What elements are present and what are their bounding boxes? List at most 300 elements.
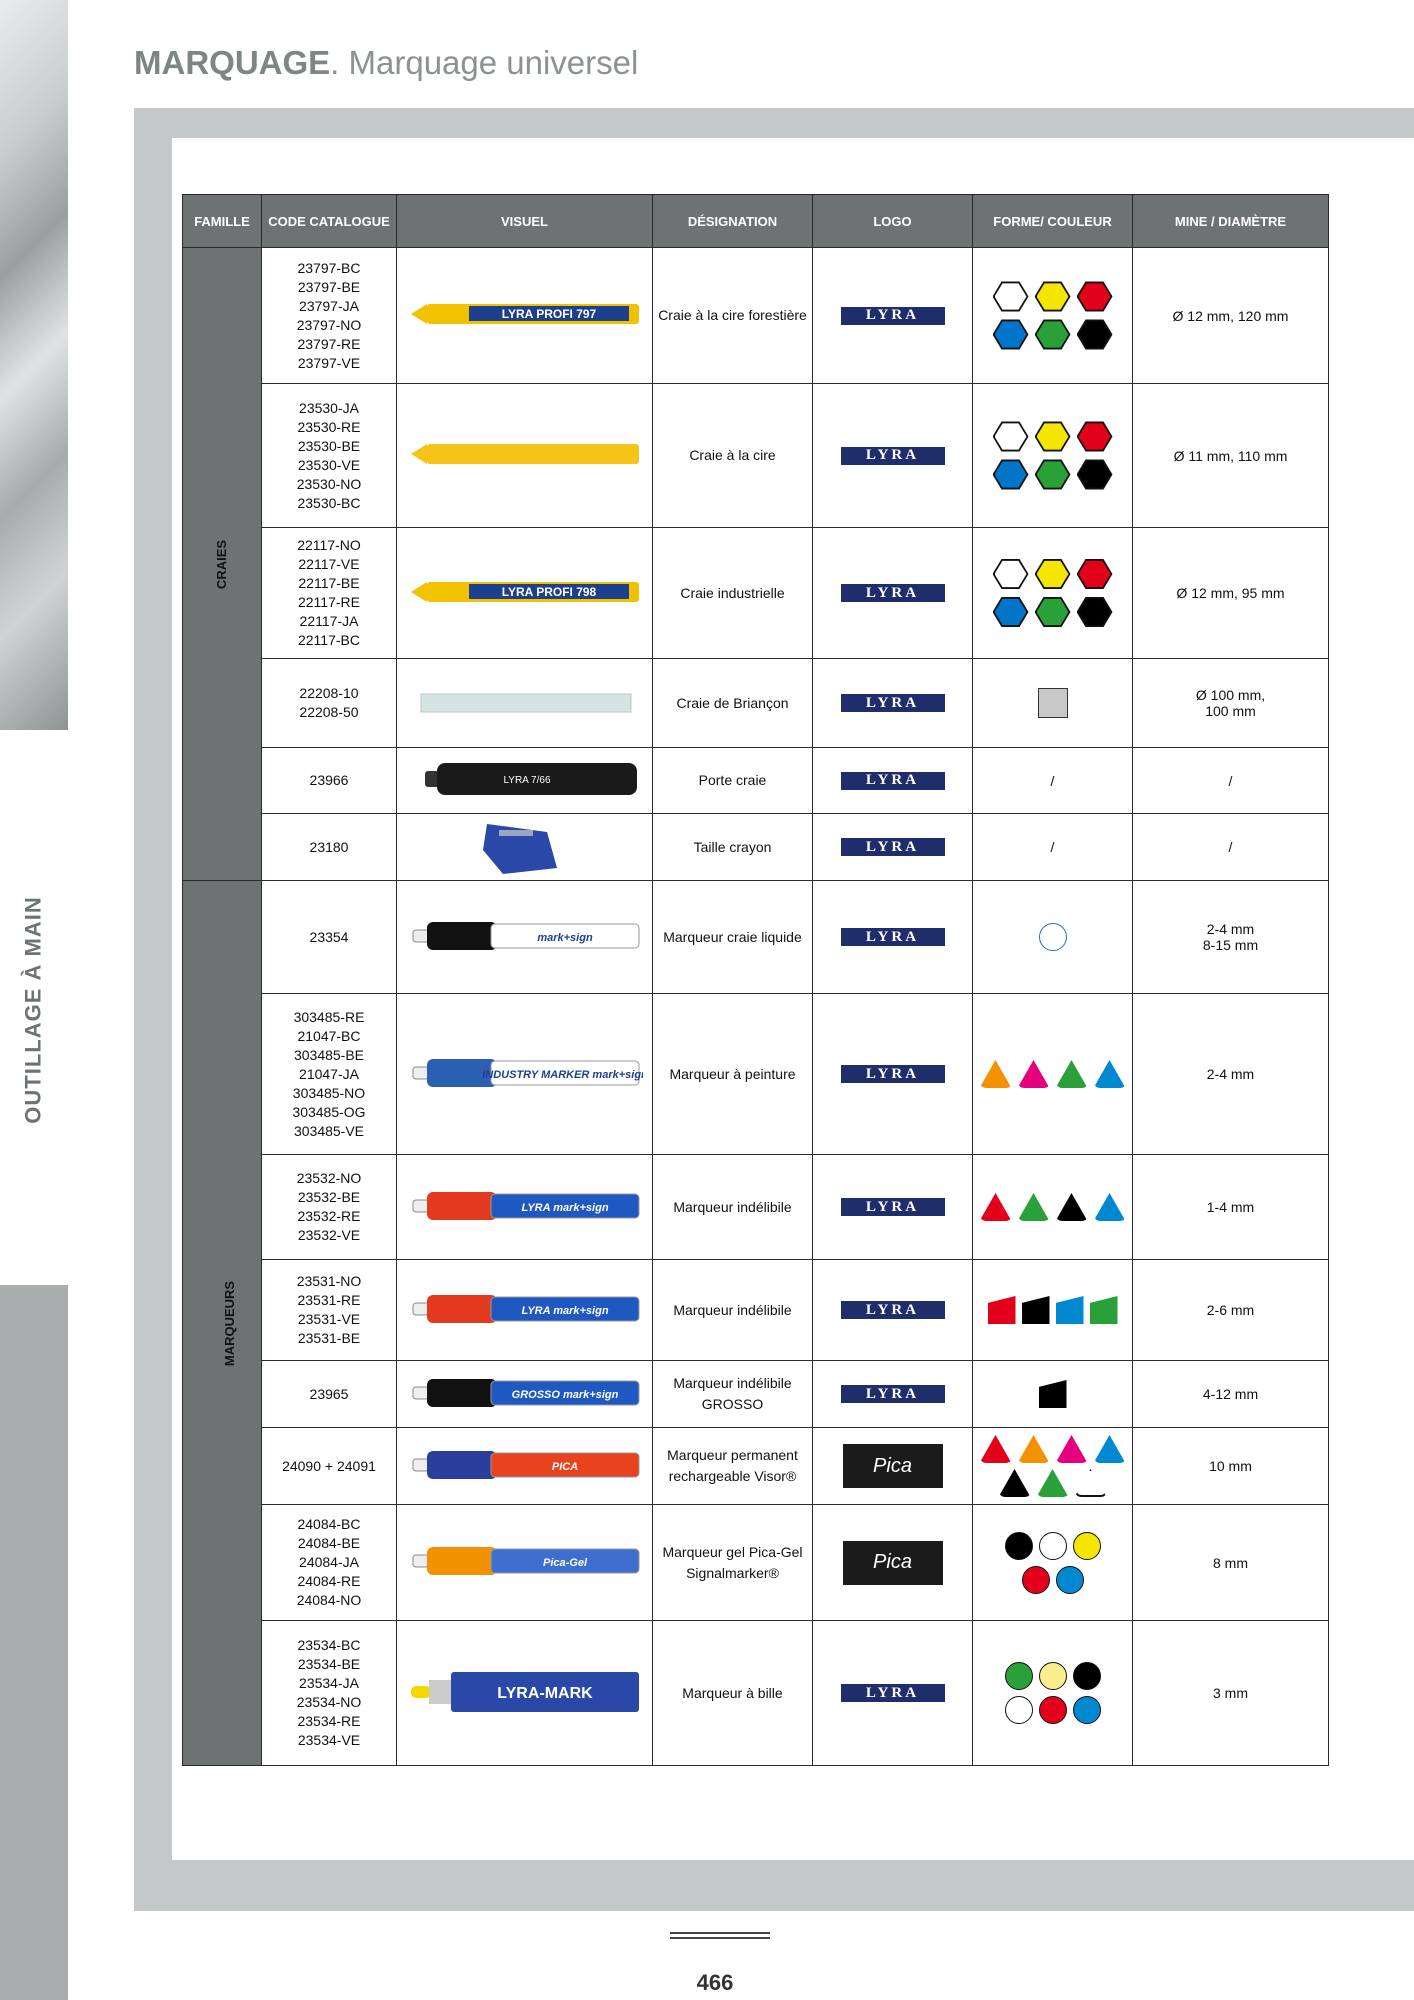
designation-cell: Craie à la cire forestière: [653, 248, 813, 384]
mine-value: 10 mm: [1209, 1458, 1252, 1474]
logo-cell: [813, 814, 973, 881]
tip-swatch: [1094, 1060, 1126, 1088]
catalogue-codes-cell: [262, 881, 397, 994]
catalogue-code: 23531-BE: [297, 1330, 361, 1346]
hex-swatch: [1077, 319, 1113, 351]
mine-value: 4-12 mm: [1202, 1386, 1259, 1402]
catalogue-code: 303485-RE: [293, 1008, 365, 1025]
catalogue-code: 24084-BC: [297, 1516, 361, 1532]
mine-diameter-cell: [1133, 1155, 1329, 1260]
tube-neck: [429, 1680, 451, 1704]
mine-value: 8-15 mm: [1202, 937, 1259, 953]
brand-logo: LYRA: [841, 447, 945, 465]
mine-diameter-cell: [1133, 748, 1329, 814]
catalogue-code: 21047-JA: [299, 1065, 359, 1082]
catalogue-code: 23534-BC: [297, 1637, 361, 1653]
hex-swatch-fill: [1037, 283, 1069, 311]
catalogue-codes-cell: [262, 994, 397, 1155]
catalogue-code: 23534-BE: [297, 1656, 361, 1672]
column-header: LOGO: [813, 195, 973, 248]
shape-color-cell: [973, 1155, 1133, 1260]
mine-diameter-cell: [1133, 384, 1329, 528]
shape-color-cell: [973, 1361, 1133, 1428]
tip-swatch: [980, 1060, 1012, 1088]
catalogue-code: 24084-JA: [299, 1554, 359, 1570]
logo-cell: [813, 1155, 973, 1260]
holder-tip: [425, 771, 439, 787]
catalogue-code: 303485-BE: [293, 1046, 365, 1063]
hex-swatch-fill: [1079, 461, 1111, 489]
mine-value: 1-4 mm: [1206, 1199, 1255, 1215]
product-table: [182, 194, 1329, 1766]
marker-cap: [427, 1295, 497, 1323]
designation-cell: Craie de Briançon: [653, 659, 813, 748]
hex-swatch-fill: [995, 560, 1027, 588]
visual-cell: [397, 1621, 653, 1766]
mine-diameter-cell: [1133, 994, 1329, 1155]
hex-swatch-fill: [1079, 560, 1111, 588]
hex-swatch-fill: [995, 461, 1027, 489]
catalogue-code: 23530-BC: [297, 494, 361, 511]
tube-tip: [411, 1686, 431, 1698]
chisel-swatch: [1090, 1296, 1118, 1324]
marker-label-text: LYRA mark+sign: [520, 1304, 609, 1317]
visual-cell: [397, 814, 653, 881]
catalogue-codes-cell: [262, 659, 397, 748]
brand-logo: LYRA: [841, 1198, 945, 1216]
brand-logo: LYRA: [841, 584, 945, 602]
shape-color-cell: [973, 814, 1133, 881]
tip-swatch: [1018, 1193, 1050, 1221]
hex-swatch: [1035, 319, 1071, 351]
hex-swatch-fill: [1037, 321, 1069, 349]
marker-cap: [427, 1547, 497, 1575]
catalogue-codes-cell: [262, 384, 397, 528]
crayon-body: [427, 444, 639, 464]
logo-cell: [813, 384, 973, 528]
hex-swatch-fill: [1037, 560, 1069, 588]
tip-swatch: [1094, 1435, 1126, 1463]
table-row: [183, 1505, 1329, 1621]
visual-cell: [397, 748, 653, 814]
no-shape-text: /: [1050, 839, 1055, 855]
chisel-swatch: [988, 1296, 1016, 1324]
tube-label-text: LYRA-MARK: [496, 1684, 593, 1702]
designation-cell: Marqueur indélibile: [653, 1260, 813, 1361]
catalogue-code: 23530-VE: [297, 456, 361, 473]
page-number: 466: [696, 1970, 734, 1995]
product-visual: [407, 749, 643, 809]
mine-diameter-cell: [1133, 659, 1329, 748]
catalogue-code: 23797-VE: [297, 354, 361, 371]
column-header: FORME/ COULEUR: [973, 195, 1133, 248]
marker-nib: [413, 1067, 429, 1079]
page-title: [134, 44, 638, 82]
chisel-swatch: [1022, 1296, 1050, 1324]
mine-diameter-cell: [1133, 1621, 1329, 1766]
visual-cell: [397, 248, 653, 384]
color-swatches: [1039, 923, 1067, 951]
side-decoration-bottom: [0, 1285, 68, 2000]
hex-swatch-fill: [995, 283, 1027, 311]
column-header: VISUEL: [397, 195, 653, 248]
circle-swatch: [1022, 1566, 1050, 1594]
product-visual: [407, 906, 643, 966]
color-swatches: [988, 1296, 1118, 1324]
catalogue-code: 23532-VE: [297, 1227, 361, 1243]
crayon-label-text: LYRA PROFI 797: [501, 307, 596, 321]
tip-swatch: [1094, 1193, 1126, 1221]
table-row: [183, 528, 1329, 659]
mine-value: 8 mm: [1213, 1554, 1248, 1571]
catalogue-code: 22117-BE: [298, 575, 360, 591]
hex-swatch-fill: [995, 321, 1027, 349]
visual-cell: [397, 1260, 653, 1361]
catalogue-code: 22117-BC: [297, 632, 360, 648]
no-shape-text: /: [1050, 772, 1055, 789]
tip-swatch: [1018, 1060, 1050, 1088]
circle-swatch: [1039, 1696, 1067, 1724]
marker-label-text: PICA: [551, 1460, 578, 1473]
catalogue-codes-cell: [262, 528, 397, 659]
table-row: [183, 1361, 1329, 1428]
color-swatches: [980, 1193, 1126, 1221]
mine-diameter-cell: [1133, 248, 1329, 384]
circle-swatch: [1005, 1662, 1033, 1690]
catalogue-code: 22117-VE: [298, 556, 360, 572]
hex-swatch: [993, 319, 1029, 351]
product-visual: [407, 1363, 643, 1423]
designation-cell: Marqueur indélibile: [653, 1155, 813, 1260]
catalogue-codes-cell: [262, 1621, 397, 1766]
catalogue-code: 22117-RE: [297, 594, 360, 610]
hex-swatch: [993, 558, 1029, 590]
tip-swatch: [1075, 1469, 1107, 1497]
crayon-tip: [411, 304, 427, 324]
crayon-label-text: LYRA PROFI 798: [501, 584, 596, 599]
page-number-rule: [670, 1932, 770, 1939]
marker-label-text: INDUSTRY MARKER mark+sign: [481, 1068, 643, 1081]
catalogue-code: 22117-NO: [297, 537, 361, 553]
catalogue-code: 23534-JA: [299, 1675, 359, 1691]
brand-logo: LYRA: [841, 1385, 945, 1403]
visual-cell: [397, 384, 653, 528]
logo-cell: [813, 1505, 973, 1621]
logo-cell: [813, 994, 973, 1155]
circle-outline-swatch: [1039, 923, 1067, 951]
catalogue-code: 21047-BC: [297, 1027, 361, 1044]
hex-swatch-fill: [1037, 598, 1069, 626]
color-swatches: [990, 281, 1116, 351]
chisel-swatch: [1039, 1380, 1067, 1408]
table-row: [183, 1260, 1329, 1361]
hex-swatch-fill: [1079, 321, 1111, 349]
catalogue-code: 23534-NO: [296, 1694, 362, 1710]
shape-color-cell: [973, 1621, 1133, 1766]
mine-value: 100 mm: [1205, 703, 1256, 719]
shape-color-cell: [973, 994, 1133, 1155]
tip-swatch: [1056, 1435, 1088, 1463]
mine-value: 2-6 mm: [1206, 1302, 1255, 1318]
marker-label-text: mark+sign: [536, 931, 593, 944]
color-swatches: [990, 1532, 1116, 1594]
color-swatches: [990, 1662, 1116, 1724]
tip-swatch: [1056, 1193, 1088, 1221]
designation-cell: Marqueur permanent rechargeable Visor®: [653, 1428, 813, 1505]
family-cell: [183, 248, 262, 881]
product-visual: [407, 816, 643, 876]
mine-value: 2-4 mm: [1206, 921, 1255, 937]
logo-cell: [813, 1260, 973, 1361]
marker-nib: [413, 1459, 429, 1471]
marker-nib: [413, 1555, 429, 1567]
color-swatches: [1038, 688, 1068, 718]
designation-cell: Marqueur gel Pica-Gel Signalmarker®: [653, 1505, 813, 1621]
mine-diameter-cell: [1133, 528, 1329, 659]
table-row: [183, 814, 1329, 881]
shape-color-cell: [973, 659, 1133, 748]
catalogue-code: 23180: [309, 838, 349, 855]
hex-swatch: [1035, 558, 1071, 590]
marker-label-text: Pica-Gel: [542, 1557, 587, 1569]
marker-cap: [427, 1192, 497, 1220]
mine-value: /: [1228, 839, 1233, 855]
logo-cell: [813, 1428, 973, 1505]
catalogue-code: 22117-JA: [299, 613, 359, 629]
chalk-stick: [421, 694, 631, 712]
tip-swatch: [1056, 1060, 1088, 1088]
brand-logo: LYRA: [841, 772, 945, 790]
hex-swatch: [993, 421, 1029, 453]
hex-swatch: [1077, 596, 1113, 628]
product-visual: [407, 1043, 643, 1103]
circle-swatch: [1056, 1566, 1084, 1594]
hex-swatch: [1035, 281, 1071, 313]
hex-swatch-fill: [1079, 598, 1111, 626]
brand-logo: LYRA: [841, 1301, 945, 1319]
catalogue-code: 24090 + 24091: [282, 1457, 376, 1474]
hex-swatch: [1035, 459, 1071, 491]
product-visual: [407, 1279, 643, 1339]
color-swatches: [990, 558, 1116, 628]
column-header: CODE CATALOGUE: [262, 195, 397, 248]
table-row: [183, 1155, 1329, 1260]
table-row: [183, 994, 1329, 1155]
shape-color-cell: [973, 528, 1133, 659]
designation-cell: Craie à la cire: [653, 384, 813, 528]
marker-label-text: GROSSO mark+sign: [511, 1388, 618, 1401]
table-row: [183, 384, 1329, 528]
catalogue-code: 24084-RE: [297, 1573, 361, 1589]
circle-swatch: [1073, 1662, 1101, 1690]
visual-cell: [397, 1155, 653, 1260]
catalogue-code: 24084-NO: [296, 1592, 362, 1608]
catalogue-code: 23797-JA: [299, 297, 359, 314]
table-row: [183, 248, 1329, 384]
side-strip: [0, 0, 68, 2000]
mine-value: Ø 11 mm, 110 mm: [1173, 447, 1288, 464]
shape-color-cell: [973, 1428, 1133, 1505]
product-visual: [407, 424, 643, 484]
mine-value: Ø 12 mm, 95 mm: [1176, 585, 1285, 601]
shape-color-cell: [973, 1260, 1133, 1361]
catalogue-code: 23797-BE: [297, 278, 361, 295]
shape-color-cell: [973, 384, 1133, 528]
visual-cell: [397, 1428, 653, 1505]
shape-color-cell: [973, 881, 1133, 994]
catalogue-codes-cell: [262, 1155, 397, 1260]
product-visual: [407, 562, 643, 622]
column-header: DÉSIGNATION: [653, 195, 813, 248]
tip-swatch: [980, 1435, 1012, 1463]
table-row: [183, 1621, 1329, 1766]
catalogue-code: 303485-VE: [293, 1122, 365, 1139]
marker-nib: [413, 930, 429, 942]
catalogue-code: 23530-RE: [297, 418, 361, 435]
product-visual: [407, 1531, 643, 1591]
catalogue-code: 22208-50: [299, 704, 359, 720]
shape-color-cell: [973, 748, 1133, 814]
mine-diameter-cell: [1133, 881, 1329, 994]
catalogue-code: 303485-OG: [292, 1103, 366, 1120]
crayon-tip: [411, 444, 427, 464]
hex-swatch: [1035, 421, 1071, 453]
hex-swatch-fill: [995, 423, 1027, 451]
column-header: MINE / DIAMÈTRE: [1133, 195, 1329, 248]
family-label: MARQUEURS: [222, 1280, 238, 1367]
chisel-swatch: [1056, 1296, 1084, 1324]
table-row: [183, 748, 1329, 814]
mine-diameter-cell: [1133, 1361, 1329, 1428]
hex-swatch-fill: [1037, 423, 1069, 451]
catalogue-codes-cell: [262, 1361, 397, 1428]
hex-swatch-fill: [1079, 283, 1111, 311]
catalogue-codes-cell: [262, 748, 397, 814]
section-title: MARQUAGE: [134, 44, 331, 81]
catalogue-code: 23534-RE: [297, 1713, 361, 1729]
catalogue-codes-cell: [262, 1260, 397, 1361]
catalogue-code: 23354: [309, 928, 349, 945]
catalogue-codes-cell: [262, 248, 397, 384]
subsection-title: . Marquage universel: [330, 44, 639, 81]
catalogue-code: 23797-BC: [297, 259, 361, 276]
visual-cell: [397, 1361, 653, 1428]
circle-swatch: [1005, 1696, 1033, 1724]
marker-cap: [427, 922, 497, 950]
logo-cell: [813, 248, 973, 384]
hex-swatch: [993, 596, 1029, 628]
hex-swatch: [1077, 281, 1113, 313]
table-row: [183, 659, 1329, 748]
mine-diameter-cell: [1133, 1260, 1329, 1361]
visual-cell: [397, 994, 653, 1155]
product-visual: [407, 1435, 643, 1495]
logo-cell: [813, 659, 973, 748]
circle-swatch: [1005, 1532, 1033, 1560]
table-row: [183, 881, 1329, 994]
section-side-label: OUTILLAGE À MAIN: [21, 896, 46, 1124]
catalogue-codes-cell: [262, 1505, 397, 1621]
crayon-tip: [411, 582, 427, 602]
mine-value: Ø 100 mm,: [1195, 687, 1266, 703]
brand-logo: LYRA: [841, 838, 945, 856]
tip-swatch: [999, 1469, 1031, 1497]
product-visual: [407, 672, 643, 732]
catalogue-code: 23530-JA: [299, 399, 359, 416]
visual-cell: [397, 528, 653, 659]
product-visual: [407, 1662, 643, 1722]
family-label: CRAIES: [214, 539, 230, 590]
hex-swatch-fill: [1037, 461, 1069, 489]
tip-swatch: [980, 1193, 1012, 1221]
visual-cell: [397, 659, 653, 748]
hex-swatch-fill: [1079, 423, 1111, 451]
brand-logo: LYRA: [841, 928, 945, 946]
circle-swatch: [1039, 1532, 1067, 1560]
catalogue-codes-cell: [262, 1428, 397, 1505]
product-visual: [407, 1176, 643, 1236]
mine-value: 3 mm: [1213, 1685, 1248, 1701]
column-header: FAMILLE: [183, 195, 262, 248]
catalogue-code: 23966: [309, 772, 349, 788]
circle-swatch: [1073, 1696, 1101, 1724]
catalogue-code: 24084-BE: [297, 1535, 361, 1551]
catalogue-code: 23530-BE: [297, 437, 361, 454]
marker-nib: [413, 1200, 429, 1212]
brand-logo: LYRA: [841, 1684, 945, 1702]
tip-swatch: [1018, 1435, 1050, 1463]
tip-swatch: [1037, 1469, 1069, 1497]
designation-cell: Craie industrielle: [653, 528, 813, 659]
designation-cell: Marqueur à bille: [653, 1621, 813, 1766]
catalogue-code: 23534-VE: [297, 1732, 361, 1748]
marker-cap: [427, 1379, 497, 1407]
catalogue-codes-cell: [262, 814, 397, 881]
designation-cell: Marqueur craie liquide: [653, 881, 813, 994]
hex-swatch: [1035, 596, 1071, 628]
product-visual: [407, 284, 643, 344]
marker-cap: [427, 1451, 497, 1479]
color-swatches: [980, 1060, 1126, 1088]
square-swatch: [1038, 688, 1068, 718]
holder-label-text: LYRA 7/66: [502, 775, 551, 786]
marker-nib: [413, 1303, 429, 1315]
hex-swatch-fill: [995, 598, 1027, 626]
shape-color-cell: [973, 248, 1133, 384]
catalogue-code: 23532-RE: [297, 1208, 361, 1224]
mine-value: Ø 12 mm, 120 mm: [1172, 307, 1289, 324]
catalogue-code: 22208-10: [299, 685, 359, 701]
hex-swatch: [1077, 421, 1113, 453]
table-header-row: [183, 195, 1329, 248]
color-swatches: [990, 421, 1116, 491]
brand-logo: LYRA: [841, 307, 945, 325]
catalogue-code: 23530-NO: [296, 475, 362, 492]
logo-cell: [813, 1361, 973, 1428]
mine-value: /: [1228, 772, 1233, 789]
mine-value: 2-4 mm: [1206, 1066, 1255, 1082]
designation-cell: Marqueur indélibile GROSSO: [653, 1361, 813, 1428]
visual-cell: [397, 1505, 653, 1621]
catalogue-code: 23531-VE: [297, 1311, 361, 1327]
brand-logo: Pica: [843, 1444, 943, 1488]
color-swatches: [977, 1435, 1128, 1497]
brand-logo: LYRA: [841, 694, 945, 712]
brand-logo: Pica: [843, 1541, 943, 1585]
mine-diameter-cell: [1133, 1428, 1329, 1505]
visual-cell: [397, 881, 653, 994]
logo-cell: [813, 1621, 973, 1766]
